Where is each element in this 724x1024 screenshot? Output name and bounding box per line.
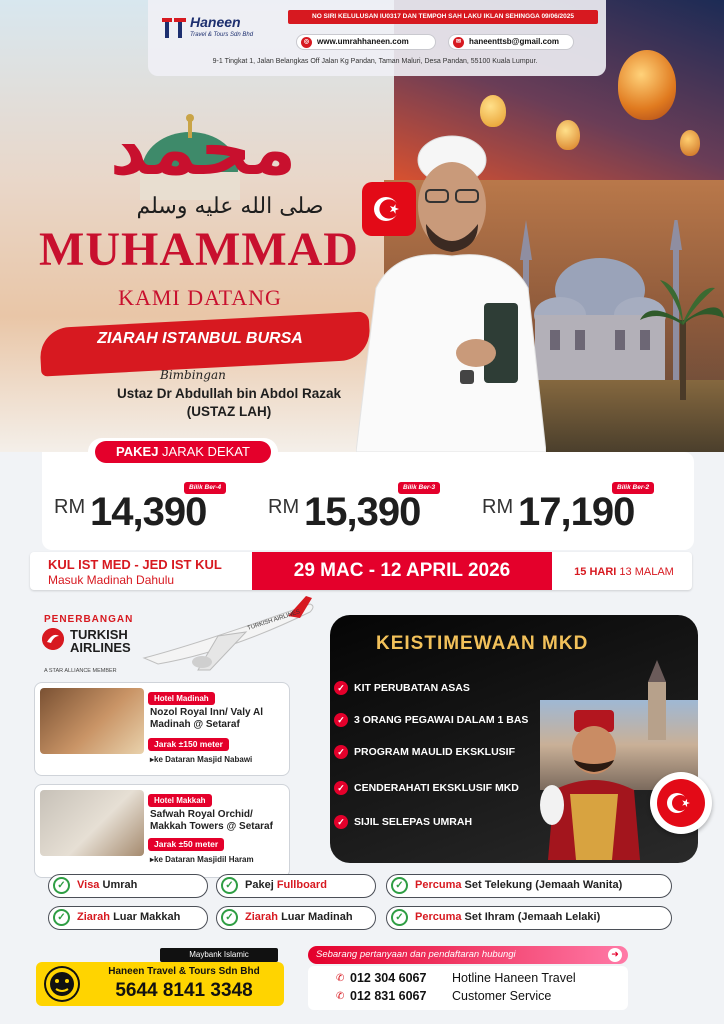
mkd-benefit-item — [334, 746, 515, 758]
hotel-destination — [150, 855, 254, 864]
check-circle-icon: ✓ — [391, 877, 408, 894]
room-badge: Bilik Ber-3 — [398, 482, 440, 494]
room-badge: Bilik Ber-4 — [184, 482, 226, 494]
mkd-benefit-item — [334, 782, 519, 794]
logo-subtitle: Travel & Tours Sdn Bhd — [190, 32, 254, 38]
airline-name — [70, 628, 131, 654]
ustaz-portrait — [356, 128, 546, 452]
hotel-distance: Jarak ±50 meter — [148, 838, 224, 851]
logo-name: Haneen — [190, 14, 241, 30]
bank-account-name: Haneen Travel & Tours Sdn Bhd — [108, 966, 260, 977]
mkd-benefit-text: KIT PERUBATAN ASAS — [354, 682, 470, 694]
mkd-benefit-item — [334, 682, 470, 694]
check-icon: ✓ — [334, 745, 348, 759]
mkd-benefit-item — [334, 816, 472, 828]
hotel-tag: Hotel Madinah — [148, 692, 215, 705]
flight-route: KUL IST MED - JED IST KUL — [48, 557, 222, 572]
haneen-logo-icon — [160, 14, 188, 40]
hotel-madinah-photo — [40, 688, 144, 754]
room-badge: Bilik Ber-2 — [612, 482, 654, 494]
turkish-airlines-logo-icon — [42, 628, 64, 650]
website-link[interactable] — [296, 34, 436, 50]
check-icon: ✓ — [334, 681, 348, 695]
hotel-distance: Jarak ±150 meter — [148, 738, 229, 751]
hot-air-balloon — [556, 120, 580, 150]
mkd-benefit-text: CENDERAHATI EKSKLUSIF MKD — [354, 782, 519, 794]
turkish-man-illustration — [540, 710, 660, 860]
customer-service-label: Customer Service — [452, 989, 552, 1003]
globe-icon: ◎ — [301, 37, 312, 48]
hotel-destination-text: ke Dataran Masjid Nabawi — [154, 755, 253, 764]
feature-text: Luar Makkah — [110, 911, 181, 923]
mkd-benefit-item — [334, 714, 528, 726]
feature-text: Umrah — [99, 879, 138, 891]
feature-visa — [48, 874, 208, 898]
check-circle-icon: ✓ — [221, 877, 238, 894]
maybank-tiger-icon — [44, 966, 80, 1002]
feature-highlight: Ziarah — [245, 911, 279, 923]
feature-text: Luar Madinah — [278, 911, 353, 923]
route-note: Masuk Madinah Dahulu — [48, 573, 175, 587]
check-icon: ✓ — [334, 713, 348, 727]
feature-highlight: Percuma — [415, 911, 462, 923]
trip-dates: 29 MAC - 12 APRIL 2026 — [293, 560, 511, 581]
hotel-name: Safwah Royal Orchid/ Makkah Towers @ Setaraf — [150, 809, 273, 832]
nights-count: 13 MALAM — [616, 566, 674, 578]
price-amount: 17,190 — [518, 490, 635, 534]
feature-highlight: Percuma — [415, 879, 462, 891]
price-amount: 14,390 — [90, 490, 207, 534]
mkd-benefit-text: 3 ORANG PEGAWAI DALAM 1 BAS — [354, 714, 529, 726]
plane-livery-text: TURKISH AIRLINES — [246, 609, 301, 632]
customer-service-number[interactable]: 012 831 6067 — [350, 989, 427, 1003]
keistimewaan-title: KEISTIMEWAAN MKD — [376, 633, 589, 654]
hotel-destination-text: ke Dataran Masjidil Haram — [154, 855, 254, 864]
email-link[interactable] — [448, 34, 574, 50]
ustaz-name: Ustaz Dr Abdullah bin Abdol Razak — [116, 386, 341, 401]
bank-label: Maybank Islamic — [160, 948, 278, 962]
arrow-icon: ▸ — [150, 755, 155, 764]
palm-tree-illustration — [640, 280, 724, 400]
hotline-number[interactable]: 012 304 6067 — [350, 971, 427, 985]
feature-highlight: Visa — [77, 879, 100, 891]
feature-highlight: Fullboard — [276, 879, 327, 891]
currency-label: RM — [54, 496, 86, 518]
hot-air-balloon — [480, 95, 506, 127]
contact-banner-text: Sebarang pertanyaan dan pendaftaran hubungi — [316, 949, 516, 960]
feature-prefix: Pakej — [245, 879, 277, 891]
arrow-icon: ▸ — [150, 855, 155, 864]
pakej-bold: PAKEJ — [116, 444, 159, 459]
arabic-salawat: صلى الله عليه وسلم — [136, 194, 324, 219]
check-circle-icon: ✓ — [53, 877, 70, 894]
ustaz-alias: (USTAZ LAH) — [186, 404, 272, 419]
pakej-thin: JARAK DEKAT — [158, 444, 250, 459]
arrow-right-icon: ➜ — [608, 948, 622, 962]
check-circle-icon: ✓ — [53, 909, 70, 926]
penerbangan-label: PENERBANGAN — [44, 614, 134, 625]
mkd-benefit-text: PROGRAM MAULID EKSKLUSIF — [354, 746, 515, 758]
feature-highlight: Ziarah — [77, 911, 111, 923]
feature-ihram — [386, 906, 672, 930]
crescent-star-icon — [650, 772, 712, 834]
feature-ziarah-makkah — [48, 906, 208, 930]
hotline-label: Hotline Haneen Travel — [452, 971, 576, 985]
airline-name-line1: TURKISH — [70, 627, 128, 642]
hotel-destination — [150, 755, 252, 764]
check-circle-icon: ✓ — [391, 909, 408, 926]
hot-air-balloon — [618, 50, 676, 120]
feature-telekung — [386, 874, 672, 898]
star-alliance-note: A STAR ALLIANCE MEMBER — [44, 668, 117, 674]
hotel-tag: Hotel Makkah — [148, 794, 212, 807]
title-kami-datang: KAMI DATANG — [118, 285, 282, 310]
turkey-flag-badge — [650, 772, 712, 834]
trip-duration — [556, 566, 692, 578]
mail-icon: ✉ — [453, 37, 464, 48]
website-text: www.umrahhaneen.com — [317, 37, 409, 46]
feature-text: Set Ihram (Jemaah Lelaki) — [461, 911, 601, 923]
mkd-benefit-text: SIJIL SELEPAS UMRAH — [354, 816, 473, 828]
currency-label: RM — [268, 496, 300, 518]
currency-label: RM — [482, 496, 514, 518]
hotel-name: Nozol Royal Inn/ Valy Al Madinah @ Setaraf — [150, 707, 263, 730]
feature-ziarah-madinah — [216, 906, 376, 930]
check-icon: ✓ — [334, 815, 348, 829]
check-circle-icon: ✓ — [221, 909, 238, 926]
check-icon: ✓ — [334, 781, 348, 795]
company-address: 9-1 Tingkat 1, Jalan Belangkas Off Jalan Kg Pandan, Taman Maluri, Desa Pandan, 55100 Kuala Lumpur. — [212, 58, 538, 65]
days-count: 15 HARI — [574, 566, 617, 578]
feature-fullboard — [216, 874, 376, 898]
email-text: haneenttsb@gmail.com — [469, 37, 560, 46]
feature-text: Set Telekung (Jemaah Wanita) — [461, 879, 623, 891]
pakej-label — [95, 441, 271, 463]
hot-air-balloon — [680, 130, 700, 156]
phone-icon: ✆ — [336, 991, 345, 1002]
ziarah-title: ZIARAH ISTANBUL BURSA — [97, 330, 303, 347]
airplane-illustration — [138, 596, 318, 674]
bank-account-number: 5644 8141 3348 — [115, 980, 253, 1001]
hotel-makkah-photo — [40, 790, 144, 856]
price-amount: 15,390 — [304, 490, 421, 534]
bimbingan-label: Bimbingan — [160, 368, 226, 382]
title-muhammad: MUHAMMAD — [39, 223, 359, 276]
airline-name-line2: AIRLINES — [70, 640, 131, 655]
license-notice: NO SIRI KELULUSAN IU0317 DAN TEMPOH SAH LAKU IKLAN SEHINGGA 09/06/2025 — [288, 10, 598, 24]
phone-icon: ✆ — [336, 973, 345, 984]
arabic-name-muhammad: محمد — [109, 107, 297, 191]
